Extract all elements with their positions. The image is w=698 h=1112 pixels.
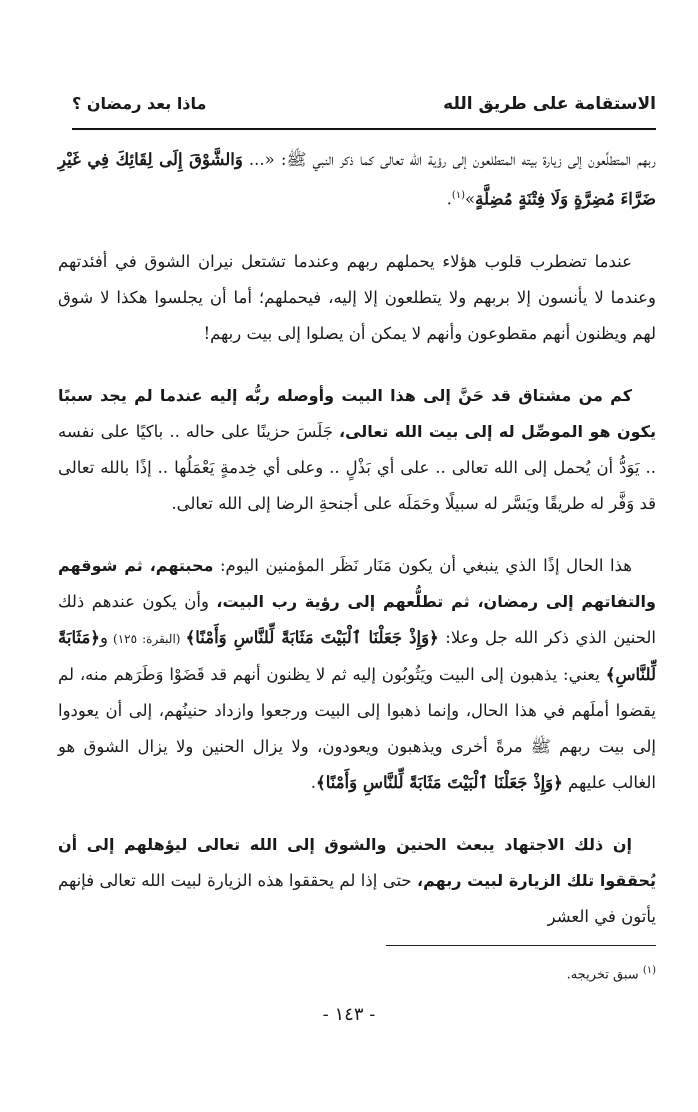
p1-end: . [446,189,452,209]
paragraph-1 [58,142,656,218]
p5-bold: إن ذلك الاجتهاد يبعث الحنين والشوق إلى الله تعالى ليؤهلهم إلى أن يُحققوا تلك الزيارة لبيت ربهم، [58,834,656,890]
p5-rest: حتى إذا لم يحققوا هذه الزيارة لبيت الله تعالى فإنهم يأتون في العشر [58,870,656,926]
p4-a: هذا الحال إذًا الذي ينبغي أن يكون مَنَار نَظَر المؤمنين اليوم: [213,555,632,575]
p3-rest: جَلَسَ حزينًا على حاله .. باكيًا على نفسه .. يَوَدُّ أن يُحمل إلى الله تعالى .. على أي بَذْلٍ .. وعلى أي خِدمةٍ يَعْمَلُها .. إذًا بالله تعالى قد وَفَّر له طريقًا ويَسَّر له سبيلًا وحَمَلَه على أجنحةِ الرضا إلى الله تعالى. [58,421,656,513]
chapter-title: ماذا بعد رمضان ؟ [72,94,207,113]
paragraph-gap [58,218,656,244]
main-text [58,142,656,935]
footnote-text: سبق تخريجه. [566,967,639,983]
paragraph-gap [58,801,656,827]
running-head [72,84,656,124]
paragraph-4 [58,548,656,801]
paragraph-5 [58,827,656,935]
paragraph-gap [58,522,656,548]
quran-verse-2: ﴿مَثَابَةً لِّلنَّاسِ﴾ [58,627,656,684]
hadith-quote: وَالشَّوْقَ إِلَى لِقَائِكَ فِي غَيْرِ ضَرَّاءَ مُضِرَّةٍ وَلَا فِتْنَةٍ مُضِلَّةٍ [58,150,656,209]
header-rule [72,128,656,130]
footnote-ref: (١) [451,190,466,201]
paragraph-gap [58,352,656,378]
footnote-marker: (١) [642,965,656,976]
paragraph-3 [58,378,656,522]
paragraph-2: عندما تضطرب قلوب هؤلاء يحملهم ربهم وعندما تشتعل نيران الشوق في أفئدتهم وعندما لا يأنسون إلا بربهم ولا يتطلعون إلا إليه، فيحملهم؛ أما أن يجلسوا هكذا لا شوق لهم ويظنون أنهم مقطوعون وأنهم لا يمكن أن يصلوا إلى بيت ربهم! [58,251,656,343]
footnote-rule [386,945,656,946]
p3-bold: كم من مشتاق قد حَنَّ إلى هذا البيت وأوصله ربُّه إليه عندما لم يجد سببًا يكون هو الموصِّل له إلى بيت الله تعالى، [58,385,656,441]
p4-b: وأن يكون عندهم ذلك الحنين الذي ذكر الله جل وعلا: [58,591,656,647]
page-number: - ١٤٣ - [322,1004,376,1025]
p4-c: يعني: يذهبون إلى البيت ويَثُوبُون إليه ثم لا يظنون أنهم قد قَضَوْا وَطَرَهم منه، لم يقضوا أملَهم في هذا الحال، وإنما ذهبوا إلى البيت ورجعوا وازداد حنينُهم، إلى أن يعودوا إلى بيت ربهم ﷺ مرةً أخرى ويذهبون ويعودون، ولا يزال الحنين ولا يزال الشوق هو الغالب عليهم [58,664,656,792]
quran-verse-1: ﴿وَإِذْ جَعَلْنَا ٱلْبَيْتَ مَثَابَةً لِّلنَّاسِ وَأَمْنًا﴾ [185,627,439,647]
verse-reference: (البقرة: ١٢٥) [107,631,186,646]
p4-bold: محبتهم، ثم شوقهم والتفاتهم إلى رمضان، ثم تطلُّعهم إلى رؤية رب البيت، [58,555,656,611]
book-title: الاستقامة على طريق الله [443,94,656,114]
p4-end: . [310,772,317,792]
footnote [567,960,656,986]
quote-close: » [465,189,476,209]
p1-intro: ربهم المتطلِّعون إلى زيارة بيته المتطلعون إلى رؤية الله تعالى كما ذكر النبي ﷺ: «... [242,150,657,169]
p4-and: و [99,627,108,647]
quran-verse-3: ﴿وَإِذْ جَعَلْنَا ٱلْبَيْتَ مَثَابَةً لِّلنَّاسِ وَأَمْنًا﴾ [316,772,563,792]
